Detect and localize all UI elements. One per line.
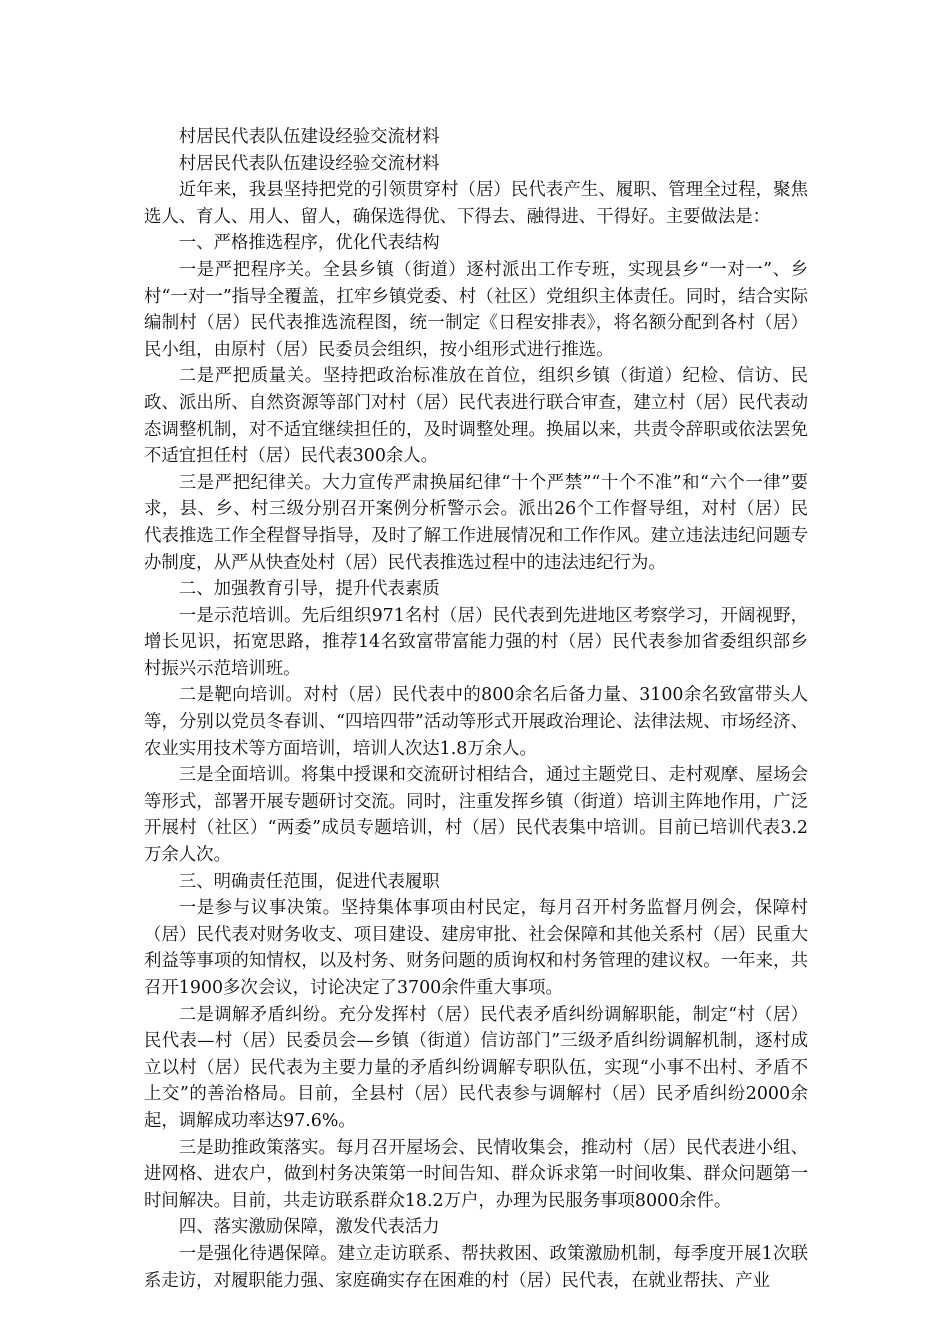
section-heading-3: 三、明确责任范围，促进代表履职	[178, 871, 440, 892]
paragraph: 一是严把程序关。全县乡镇（街道）逐村派出工作专班，实现县乡“一对一”、乡村“一对一”指导全覆盖，扛牢乡镇党委、村（社区）党组织主体责任。同时，结合实际编制村（居）民代表推选流程图，统一制定《日程安排表》，将名额分配到各村（居）民小组，由原村（居）民委员会组织，按小组形式进行推选。	[144, 259, 808, 360]
document-body	[144, 124, 808, 1294]
document-title: 村居民代表队伍建设经验交流材料	[178, 127, 440, 147]
paragraph: 二是调解矛盾纠纷。充分发挥村（居）民代表矛盾纠纷调解职能，制定“村（居）民代表—村（居）民委员会—乡镇（街道）信访部门”三级矛盾纠纷调解机制，逐村成立以村（居）民代表为主要力量的矛盾纠纷调解专职队伍，实现“小事不出村、矛盾不上交”的善治格局。目前，全县村（居）民代表参与调解村（居）民矛盾纠纷2000余起，调解成功率达97.6%。	[144, 1004, 808, 1131]
paragraph: 一是参与议事决策。坚持集体事项由村民定，每月召开村务监督月例会，保障村（居）民代表对财务收支、项目建设、建房审批、社会保障和其他关系村（居）民重大利益等事项的知情权，以及村务、财务问题的质询权和村务管理的建议权。一年来，共召开1900多次会议，讨论决定了3700余件重大事项。	[144, 898, 808, 998]
paragraph: 二是严把质量关。坚持把政治标准放在首位，组织乡镇（街道）纪检、信访、民政、派出所、自然资源等部门对村（居）民代表进行联合审查，建立村（居）民代表动态调整机制，对不适宜继续担任的，及时调整处理。换届以来，共责令辞职或依法罢免不适宜担任村（居）民代表300余人。	[144, 366, 808, 467]
paragraph: 一是强化待遇保障。建立走访联系、帮扶救困、政策激励机制，每季度开展1次联系走访，对履职能力强、家庭确实存在困难的村（居）民代表，在就业帮扶、产业	[144, 1243, 808, 1291]
section-heading-4: 四、落实激励保障，激发代表活力	[178, 1217, 440, 1238]
paragraph-intro: 近年来，我县坚持把党的引领贯穿村（居）民代表产生、履职、管理全过程，聚焦选人、育人、用人、留人，确保选得优、下得去、融得进、干得好。主要做法是：	[144, 180, 808, 227]
section-heading-2: 二、加强教育引导，提升代表素质	[178, 579, 440, 600]
paragraph: 三是全面培训。将集中授课和交流研讨相结合，通过主题党日、走村观摩、屋场会等形式，部署开展专题研讨交流。同时，注重发挥乡镇（街道）培训主阵地作用，广泛开展村（社区）“两委”成员专题培训，村（居）民代表集中培训。目前已培训代表3.2万余人次。	[144, 765, 808, 866]
paragraph: 三是严把纪律关。大力宣传严肃换届纪律“十个严禁”“十个不准”和“六个一律”要求，县、乡、村三级分别召开案例分析警示会。派出26个工作督导组，对村（居）民代表推选工作全程督导指导，及时了解工作进展情况和工作作风。建立违法违纪问题专办制度，从严从快查处村（居）民代表推选过程中的违法违纪行为。	[144, 472, 808, 573]
paragraph: 二是靶向培训。对村（居）民代表中的800余名后备力量、3100余名致富带头人等，分别以党员冬春训、“四培四带”活动等形式开展政治理论、法律法规、市场经济、农业实用技术等方面培训，培训人次达1.8万余人。	[144, 685, 808, 759]
paragraph: 三是助推政策落实。每月召开屋场会、民情收集会，推动村（居）民代表进小组、进网格、进农户，做到村务决策第一时间告知、群众诉求第一时间收集、群众问题第一时间解决。目前，共走访联系群众18.2万户，办理为民服务事项8000余件。	[144, 1137, 808, 1211]
document-title-repeat: 村居民代表队伍建设经验交流材料	[178, 153, 440, 174]
paragraph: 一是示范培训。先后组织971名村（居）民代表到先进地区考察学习，开阔视野，增长见识，拓宽思路，推荐14名致富带富能力强的村（居）民代表参加省委组织部乡村振兴示范培训班。	[144, 605, 808, 679]
section-heading-1: 一、严格推选程序，优化代表结构	[178, 233, 440, 254]
